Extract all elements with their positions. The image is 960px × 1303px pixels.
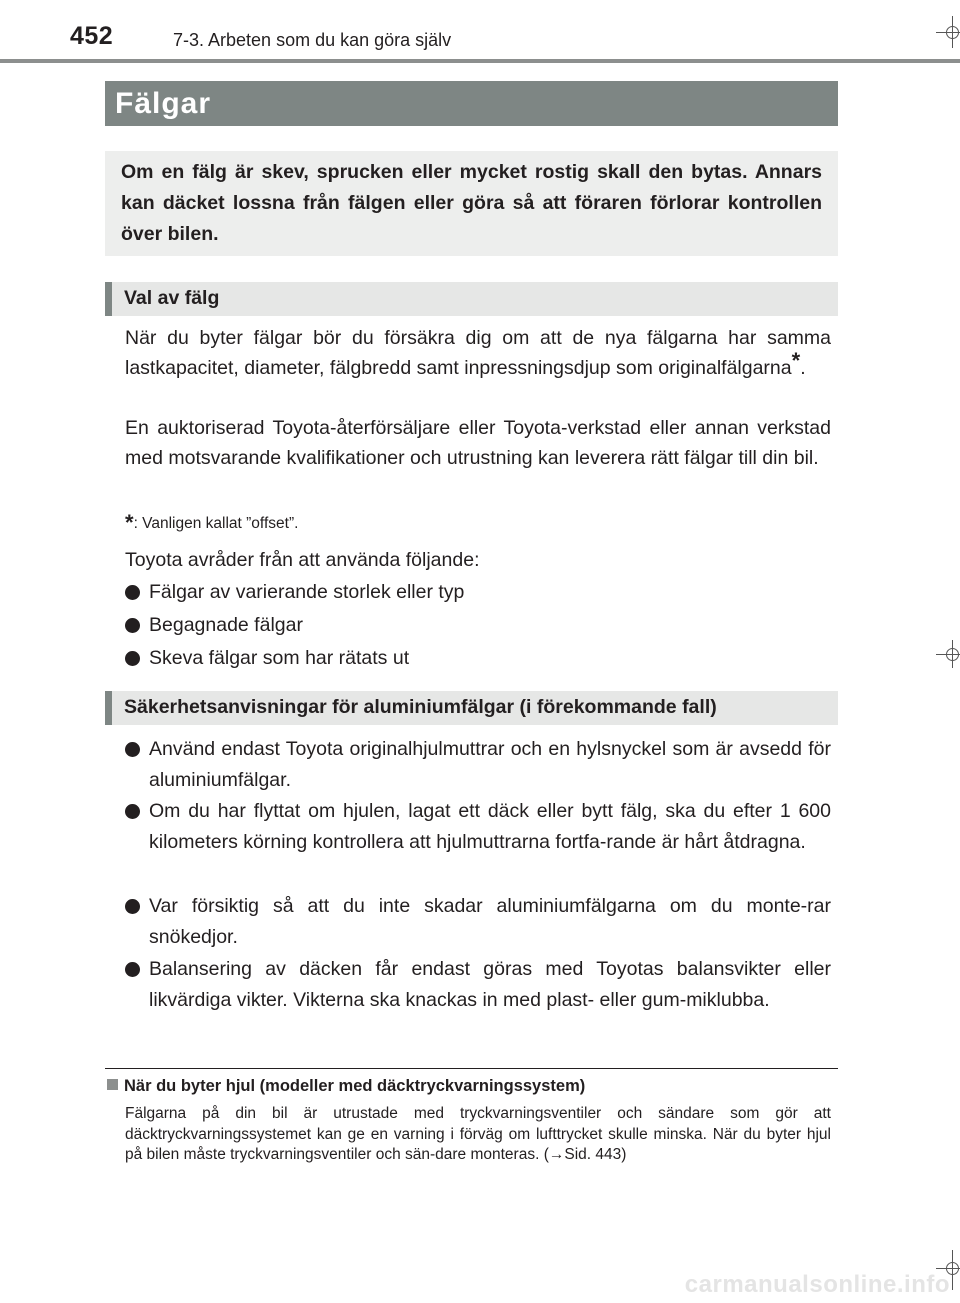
list-item bbox=[125, 577, 831, 608]
subheading-val-av-falg bbox=[105, 282, 838, 316]
footnote-marker: * bbox=[791, 348, 801, 373]
paragraph-rim-specs-text: När du byter fälgar bör du försäkra dig om att de nya fälgarna har samma lastkapacitet, diameter, fälgbredd samt inpressningsdjup som originalfälgarna bbox=[125, 327, 831, 379]
page-reference-link[interactable]: Sid. 443 bbox=[564, 1146, 622, 1163]
paragraph-rim-specs bbox=[125, 323, 831, 383]
list-item-text: Om du har flyttat om hjulen, lagat ett däck eller bytt fälg, ska du efter 1 600 kilometers körning kontrollera att hjulmuttrarna fortfa-rande är hårt åtdragna. bbox=[149, 800, 831, 853]
page-number: 452 bbox=[70, 22, 114, 50]
list-item-text: Fälgar av varierande storlek eller typ bbox=[149, 581, 465, 603]
subheading-aluminium-safety bbox=[105, 691, 838, 725]
list-item bbox=[125, 610, 831, 641]
list-item-text: Använd endast Toyota originalhjulmuttrar och en hylsnyckel som är avsedd för aluminiumfälgar. bbox=[149, 738, 831, 791]
note-body-text: Fälgarna på din bil är utrustade med tryckvarningsventiler och sändare som gör att däcktryckvarningssystemet kan ge en varning i förväg om lufttrycket skulle minska. När du byter hjul på bilen måste tryckvarningsventiler och sän-dare monteras. ( bbox=[125, 1105, 831, 1163]
intro-box bbox=[105, 151, 838, 256]
chapter-title: 7-3. Arbeten som du kan göra själv bbox=[173, 30, 452, 50]
subheading-text: Val av fälg bbox=[124, 287, 220, 309]
paragraph-advice: Toyota avråder från att använda följande: bbox=[125, 549, 480, 571]
square-bullet-icon bbox=[107, 1079, 118, 1090]
list-item bbox=[125, 954, 831, 1016]
note-divider bbox=[105, 1068, 838, 1069]
footnote bbox=[125, 510, 298, 536]
bullet-icon bbox=[125, 742, 140, 757]
list-item-text: Var försiktig så att du inte skadar aluminiumfälgarna om du monte-rar snökedjor. bbox=[149, 895, 831, 948]
bullet-icon bbox=[125, 651, 140, 666]
list-item-text: Balansering av däcken får endast göras med Toyotas balansvikter eller likvärdiga vikter. Vikterna ska knackas in med plast- eller gum-miklubba. bbox=[149, 958, 831, 1011]
note-body bbox=[125, 1104, 831, 1166]
header-rule bbox=[0, 59, 960, 63]
arrow-right-icon: → bbox=[548, 1146, 565, 1163]
bullet-icon bbox=[125, 618, 140, 633]
note-close-paren: ) bbox=[621, 1146, 627, 1163]
note-heading bbox=[107, 1077, 585, 1096]
bullet-icon bbox=[125, 804, 140, 819]
paragraph-dealer: En auktoriserad Toyota-återförsäljare eller Toyota-verkstad eller annan verkstad med motsvarande kvalifikationer och utrustning kan leverera rätt fälgar till din bil. bbox=[125, 417, 831, 469]
section-title-bar bbox=[105, 81, 838, 126]
list-item-text: Skeva fälgar som har rätats ut bbox=[149, 647, 410, 669]
footnote-text: : Vanligen kallat ”offset”. bbox=[133, 515, 299, 532]
paragraph-rim-specs-end: . bbox=[800, 357, 806, 379]
bullet-icon bbox=[125, 899, 140, 914]
list-item bbox=[125, 891, 831, 953]
intro-text: Om en fälg är skev, sprucken eller mycket rostig skall den bytas. Annars kan däcket lossna från fälgen eller göra så att föraren förlorar kontrollen över bilen. bbox=[121, 161, 822, 245]
list-item bbox=[125, 796, 831, 858]
bullet-icon bbox=[125, 585, 140, 600]
page-title: Fälgar bbox=[115, 87, 212, 120]
list-item bbox=[125, 734, 831, 796]
note-heading-text: När du byter hjul (modeller med däcktryckvarningssystem) bbox=[124, 1077, 586, 1095]
watermark: carmanualsonline.info bbox=[684, 1271, 950, 1298]
list-item bbox=[125, 643, 831, 674]
list-item-text: Begagnade fälgar bbox=[149, 614, 303, 636]
subheading-text: Säkerhetsanvisningar för aluminiumfälgar (i förekommande fall) bbox=[124, 696, 717, 718]
bullet-icon bbox=[125, 962, 140, 977]
footnote-star: * bbox=[125, 510, 134, 535]
